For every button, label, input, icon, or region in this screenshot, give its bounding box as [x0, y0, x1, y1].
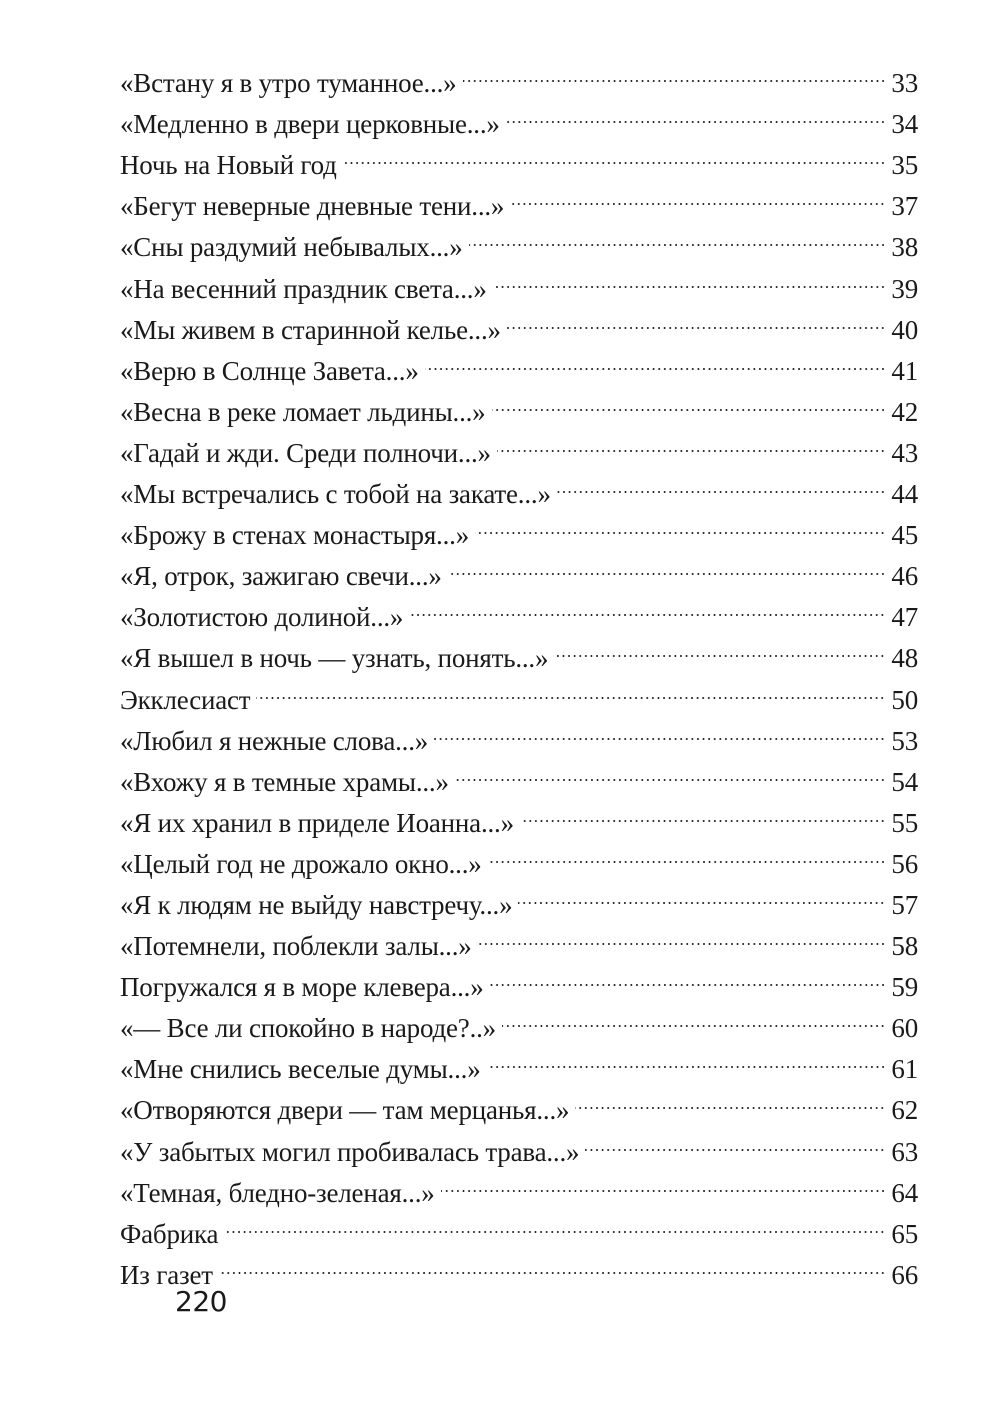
- toc-entry-title: «Мы живем в старинной келье...»: [120, 314, 501, 345]
- toc-entry-title: «Медленно в двери церковные...»: [120, 109, 500, 140]
- dot-leader: [516, 873, 887, 914]
- toc-entry-page: 58: [891, 931, 918, 962]
- toc-entry-title: «На весенний праздник света...»: [120, 273, 487, 304]
- toc-entry-title: «Я, отрок, зажигаю свечи...»: [120, 561, 442, 592]
- toc-entry-title: Экклесиаст: [120, 684, 251, 715]
- toc-entry: [120, 51, 918, 99]
- toc-entry-title: Из газет: [120, 1259, 213, 1290]
- dot-leader: [488, 955, 888, 996]
- toc-entry-title: «Встану я в утро туманное...»: [120, 68, 457, 99]
- dot-leader: [473, 503, 887, 544]
- dot-leader: [518, 791, 887, 832]
- toc-entry-page: 48: [891, 643, 918, 674]
- dot-leader: [508, 174, 887, 215]
- toc-entry-page: 33: [891, 68, 918, 99]
- dot-leader: [423, 339, 888, 380]
- dot-leader: [573, 1078, 887, 1119]
- dot-leader: [555, 462, 888, 503]
- toc-entry-title: «Вхожу я в темные храмы...»: [120, 766, 449, 797]
- toc-entry-page: 61: [891, 1054, 918, 1085]
- dot-leader: [432, 709, 887, 750]
- dot-leader: [491, 256, 888, 297]
- toc-entry-page: 53: [891, 725, 918, 756]
- toc-entry-page: 46: [891, 561, 918, 592]
- dot-leader: [439, 1161, 888, 1202]
- dot-leader: [504, 92, 888, 133]
- dot-leader: [446, 544, 888, 585]
- toc-entry-title: «Темная, бледно-зеленая...»: [120, 1177, 435, 1208]
- dot-leader: [485, 1037, 888, 1078]
- dot-leader: [461, 51, 888, 92]
- toc-entry-page: 45: [891, 520, 918, 551]
- toc-entry-page: 34: [891, 109, 918, 140]
- dot-leader: [490, 380, 888, 421]
- toc-entry-title: «Потемнели, поблекли залы...»: [120, 931, 472, 962]
- dot-leader: [495, 421, 888, 462]
- toc-entry-page: 66: [891, 1259, 918, 1290]
- dot-leader: [222, 1202, 887, 1243]
- toc-entry-title: «Целый год не дрожало окно...»: [120, 848, 482, 879]
- dot-leader: [486, 832, 888, 873]
- toc-entry-title: «Отворяются двери — там мерцанья...»: [120, 1095, 570, 1126]
- toc-entry-title: Ночь на Новый год: [120, 150, 337, 181]
- toc-entry-page: 59: [891, 972, 918, 1003]
- toc-entry: [120, 1202, 918, 1249]
- toc-entry-page: 41: [891, 355, 918, 386]
- page-number: 220: [175, 1285, 227, 1318]
- toc-entry-title: «Любил я нежные слова...»: [120, 725, 429, 756]
- toc-entry-page: 42: [891, 396, 918, 427]
- toc-entry-title: «— Все ли спокойно в народе?..»: [120, 1013, 496, 1044]
- toc-entry-title: «Весна в реке ломает льдины...»: [120, 396, 486, 427]
- toc-entry-title: «Золотистою долиной...»: [120, 602, 404, 633]
- toc-entry-page: 54: [891, 766, 918, 797]
- toc-entry-page: 63: [891, 1136, 918, 1167]
- toc-entry-title: «У забытых могил пробивалась трава...»: [120, 1136, 580, 1167]
- dot-leader: [476, 914, 888, 955]
- toc-entry-title: «Мы встречались с тобой на закате...»: [120, 479, 551, 510]
- toc-entry-page: 62: [891, 1095, 918, 1126]
- toc-entry-title: «Брожу в стенах монастыря...»: [120, 520, 469, 551]
- toc-entry-page: 55: [891, 807, 918, 838]
- toc-entry-title: «Сны раздумий небывалых...»: [120, 232, 463, 263]
- toc-entry-page: 57: [891, 889, 918, 920]
- table-of-contents: [120, 51, 918, 1290]
- toc-entry-title: «Я к людям не выйду навстречу...»: [120, 889, 513, 920]
- toc-entry-page: 64: [891, 1177, 918, 1208]
- toc-entry-page: 35: [891, 150, 918, 181]
- toc-entry-page: 50: [891, 684, 918, 715]
- toc-entry-page: 43: [891, 437, 918, 468]
- dot-leader: [467, 215, 888, 256]
- toc-entry-page: 40: [891, 314, 918, 345]
- dot-leader: [552, 626, 887, 667]
- toc-entry-page: 44: [891, 479, 918, 510]
- toc-entry-page: 60: [891, 1013, 918, 1044]
- toc-entry-page: 37: [891, 191, 918, 222]
- dot-leader: [453, 750, 888, 791]
- dot-leader: [500, 996, 887, 1037]
- toc-entry-page: 65: [891, 1218, 918, 1249]
- dot-leader: [505, 298, 888, 339]
- dot-leader: [341, 133, 888, 174]
- toc-entry-title: Фабрика: [120, 1218, 219, 1249]
- toc-entry-title: «Гадай и жди. Среди полночи...»: [120, 437, 491, 468]
- toc-entry-title: Погружался я в море клевера...»: [120, 972, 484, 1003]
- toc-entry-page: 39: [891, 273, 918, 304]
- toc-entry: [120, 1243, 918, 1290]
- dot-leader: [583, 1119, 887, 1160]
- toc-entry-page: 56: [891, 848, 918, 879]
- toc-entry-title: «Я их хранил в приделе Иоанна...»: [120, 807, 514, 838]
- dot-leader: [217, 1243, 888, 1284]
- toc-entry-page: 47: [891, 602, 918, 633]
- dot-leader: [407, 585, 887, 626]
- toc-entry-title: «Верю в Солнце Завета...»: [120, 355, 419, 386]
- toc-entry-title: «Я вышел в ночь — узнать, понять...»: [120, 643, 549, 674]
- toc-entry-title: «Мне снились веселые думы...»: [120, 1054, 481, 1085]
- dot-leader: [254, 667, 887, 708]
- toc-entry-title: «Бегут неверные дневные тени...»: [120, 191, 505, 222]
- toc-entry-page: 38: [891, 232, 918, 263]
